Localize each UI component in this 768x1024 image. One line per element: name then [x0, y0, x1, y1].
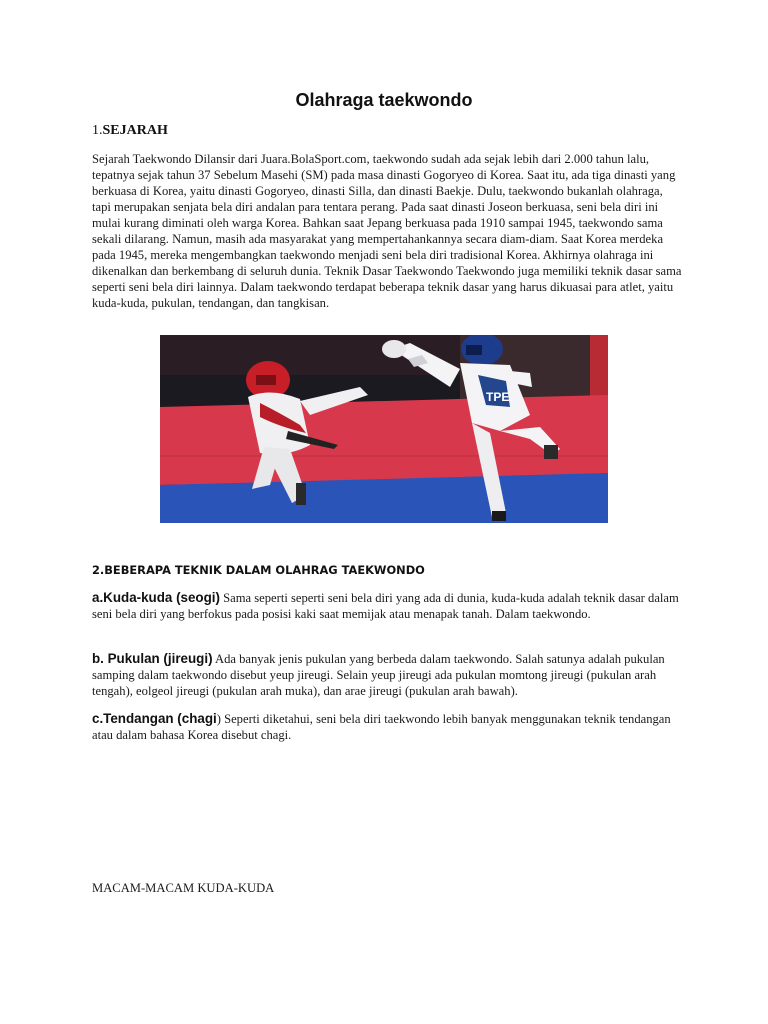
technique-term: a.Kuda-kuda (seogi) — [92, 590, 220, 605]
technique-pukulan — [92, 651, 682, 699]
history-paragraph: Sejarah Taekwondo Dilansir dari Juara.BolaSport.com, taekwondo sudah ada sejak lebih dari 2.000 tahun lalu, tepatnya sejak tahun 37 Sebelum Masehi (SM) pada masa dinasti Gogoryeo di Korea. Saat itu, ada tiga dinasti yang berkuasa di Korea, yaitu dinasti Gogoryeo, dinasti Silla, dan dinasti Baekje. Dulu, taekwondo bukanlah olahraga, tapi merupakan senjata bela diri andalan para tentara perang. Pada saat dinasti Joseon berkuasa, seni bela diri ini mulai kurang diminati oleh warga Korea. Bahkan saat Jepang berkuasa pada 1910 sampai 1945, taekwondo sama sekali dilarang. Namun, masih ada masyarakat yang mempertahankannya secara diam-diam. Saat Korea merdeka pada 1945, mereka mengembangkan taekwondo menjadi seni bela diri tradisional Korea. Akhirnya olahraga ini dikenalkan dan berkembang di seluruh dunia. Teknik Dasar Taekwondo Taekwondo juga memiliki teknik dasar sama seperti seni bela diri lainnya. Dalam taekwondo terdapat beberapa teknik dasar yang harus dikuasai para atlet, yaitu kuda-kuda, pukulan, tendangan, dan tangkisan. — [92, 152, 682, 310]
svg-text:TPE: TPE — [486, 390, 510, 404]
technique-term: b. Pukulan (jireugi) — [92, 651, 213, 666]
technique-tendangan — [92, 711, 682, 743]
technique-description: Sama seperti seperti seni bela diri yang ada di dunia, kuda-kuda adalah teknik dasar dalam seni bela diri yang berfokus pada posisi kaki saat memijak atau menapak tanah. Dalam taekwondo. — [92, 591, 679, 621]
technique-description: ) Seperti diketahui, seni bela diri taekwondo lebih banyak menggunakan teknik tendangan atau dalam bahasa Korea disebut chagi. — [92, 712, 671, 742]
technique-description: Ada banyak jenis pukulan yang berbeda dalam taekwondo. Salah satunya adalah pukulan samping dalam taekwondo disebut yeup jireugi. Selain yeup jireugi ada pukulan momtong jireugi (pukulan arah tengah), eolgeol jireugi (pukulan arah muka), dan arae jireugi (pukulan arah bawah). — [92, 652, 665, 698]
section-1-number: 1. — [92, 123, 103, 138]
taekwondo-photo — [160, 335, 608, 523]
document-title: Olahraga taekwondo — [295, 90, 473, 110]
stances-heading: MACAM-MACAM KUDA-KUDA — [92, 881, 275, 895]
section-1-heading — [92, 122, 168, 140]
section-1-title: SEJARAH — [102, 123, 168, 138]
technique-kuda-kuda — [92, 590, 682, 622]
section-2-heading: 2.BEBERAPA TEKNIK DALAM OLAHRAG TAEKWONDO — [92, 563, 425, 577]
technique-term: c.Tendangan (chagi — [92, 711, 217, 726]
